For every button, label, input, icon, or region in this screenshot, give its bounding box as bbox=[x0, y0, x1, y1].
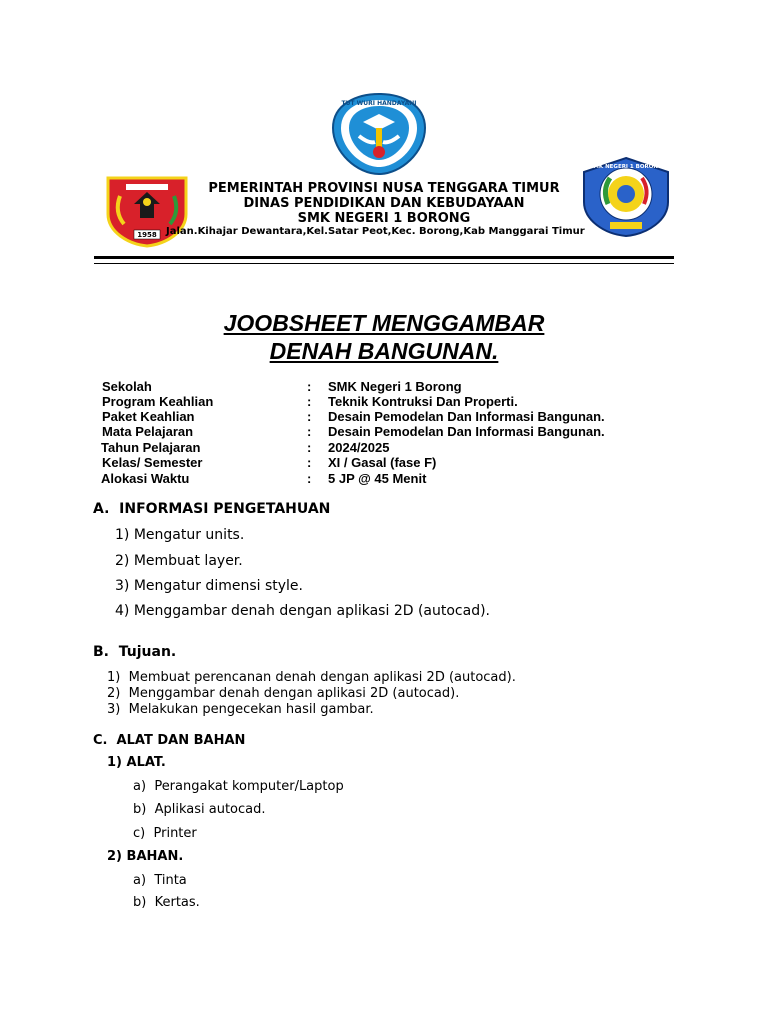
info-value: 2024/2025 bbox=[328, 440, 390, 455]
item-number: 1) bbox=[107, 670, 121, 685]
section-b-item bbox=[107, 702, 374, 717]
info-colon: : bbox=[307, 424, 312, 439]
item-text: Tinta bbox=[154, 873, 187, 888]
section-title: Tujuan. bbox=[118, 644, 177, 660]
kop-address: Jalan.Kihajar Dewantara,Kel.Satar Peot,Kec. Borong,Kab Manggarai Timur bbox=[166, 226, 585, 237]
info-colon: : bbox=[307, 455, 312, 470]
item-number: 3) bbox=[107, 702, 121, 717]
tut-wuri-handayani-logo bbox=[331, 92, 427, 176]
item-text: Mengatur units. bbox=[133, 527, 245, 543]
kop-department-line: DINAS PENDIDIKAN DAN KEBUDAYAAN bbox=[243, 196, 525, 211]
sub-number: 2) bbox=[107, 849, 122, 864]
doc-title-line-1: JOOBSHEET MENGGAMBAR bbox=[223, 310, 545, 336]
info-value: Teknik Kontruksi Dan Properti. bbox=[328, 394, 518, 409]
item-number: 3) bbox=[115, 578, 130, 594]
item-text: Perangakat komputer/Laptop bbox=[154, 779, 344, 794]
section-b-item bbox=[107, 686, 459, 701]
item-text: Menggambar denah dengan aplikasi 2D (autocad). bbox=[133, 603, 490, 619]
info-label: Mata Pelajaran bbox=[102, 424, 194, 439]
section-b-heading bbox=[93, 644, 176, 660]
info-label: Alokasi Waktu bbox=[101, 471, 190, 486]
logo-ring-text: SMK NEGERI 1 BORONG bbox=[589, 164, 663, 170]
section-title: ALAT DAN BAHAN bbox=[116, 733, 246, 748]
logo-year-text: 1958 bbox=[137, 231, 157, 239]
item-number: 2) bbox=[115, 553, 130, 569]
bahan-item bbox=[133, 895, 200, 910]
item-text: Membuat layer. bbox=[133, 553, 243, 569]
info-label: Tahun Pelajaran bbox=[101, 440, 201, 455]
section-number: B. bbox=[93, 644, 109, 660]
item-text: Mengatur dimensi style. bbox=[133, 578, 303, 594]
item-letter: c) bbox=[133, 826, 146, 841]
info-label: Sekolah bbox=[102, 379, 152, 394]
section-a-item bbox=[115, 578, 303, 594]
sub-number: 1) bbox=[107, 755, 122, 770]
info-label: Program Keahlian bbox=[102, 394, 214, 409]
section-a-item bbox=[115, 527, 244, 543]
doc-title-line-2: DENAH BANGUNAN. bbox=[269, 338, 499, 364]
section-c-heading bbox=[93, 733, 245, 748]
item-number: 1) bbox=[115, 527, 130, 543]
item-text: Melakukan pengecekan hasil gambar. bbox=[128, 702, 374, 717]
section-c-sub-alat-heading bbox=[107, 755, 166, 770]
section-title: INFORMASI PENGETAHUAN bbox=[119, 501, 331, 517]
item-letter: a) bbox=[133, 873, 147, 888]
info-colon: : bbox=[307, 471, 312, 486]
item-letter: b) bbox=[133, 895, 147, 910]
info-value: 5 JP @ 45 Menit bbox=[328, 471, 427, 486]
info-colon: : bbox=[307, 379, 312, 394]
item-number: 4) bbox=[115, 603, 130, 619]
info-label: Paket Keahlian bbox=[102, 409, 195, 424]
item-text: Membuat perencanan denah dengan aplikasi 2D (autocad). bbox=[128, 670, 516, 685]
section-a-item bbox=[115, 553, 243, 569]
logo-motto-text: TUT WURI HANDAYANI bbox=[341, 100, 417, 107]
sub-title: BAHAN. bbox=[126, 849, 184, 864]
alat-item bbox=[133, 826, 197, 841]
item-text: Aplikasi autocad. bbox=[154, 802, 266, 817]
letterhead-divider-thick bbox=[94, 256, 674, 259]
alat-item bbox=[133, 779, 344, 794]
info-label: Kelas/ Semester bbox=[102, 455, 203, 470]
letterhead-divider-thin bbox=[94, 263, 674, 264]
info-value: XI / Gasal (fase F) bbox=[328, 455, 437, 470]
item-letter: a) bbox=[133, 779, 147, 794]
info-value: SMK Negeri 1 Borong bbox=[328, 379, 462, 394]
item-text: Menggambar denah dengan aplikasi 2D (autocad). bbox=[128, 686, 460, 701]
info-colon: : bbox=[307, 440, 312, 455]
info-colon: : bbox=[307, 409, 312, 424]
section-a-heading bbox=[93, 501, 330, 517]
sub-title: ALAT. bbox=[126, 755, 166, 770]
alat-item bbox=[133, 802, 266, 817]
section-b-item bbox=[107, 670, 516, 685]
section-a-item bbox=[115, 603, 490, 619]
item-letter: b) bbox=[133, 802, 147, 817]
info-colon: : bbox=[307, 394, 312, 409]
kop-government-line: PEMERINTAH PROVINSI NUSA TENGGARA TIMUR bbox=[208, 181, 560, 196]
kop-school-line: SMK NEGERI 1 BORONG bbox=[297, 211, 471, 226]
item-text: Printer bbox=[153, 826, 197, 841]
bahan-item bbox=[133, 873, 187, 888]
section-c-sub-bahan-heading bbox=[107, 849, 183, 864]
item-number: 2) bbox=[107, 686, 121, 701]
section-number: A. bbox=[93, 501, 110, 517]
info-value: Desain Pemodelan Dan Informasi Bangunan. bbox=[328, 424, 605, 439]
section-number: C. bbox=[93, 733, 108, 748]
info-value: Desain Pemodelan Dan Informasi Bangunan. bbox=[328, 409, 605, 424]
item-text: Kertas. bbox=[154, 895, 200, 910]
